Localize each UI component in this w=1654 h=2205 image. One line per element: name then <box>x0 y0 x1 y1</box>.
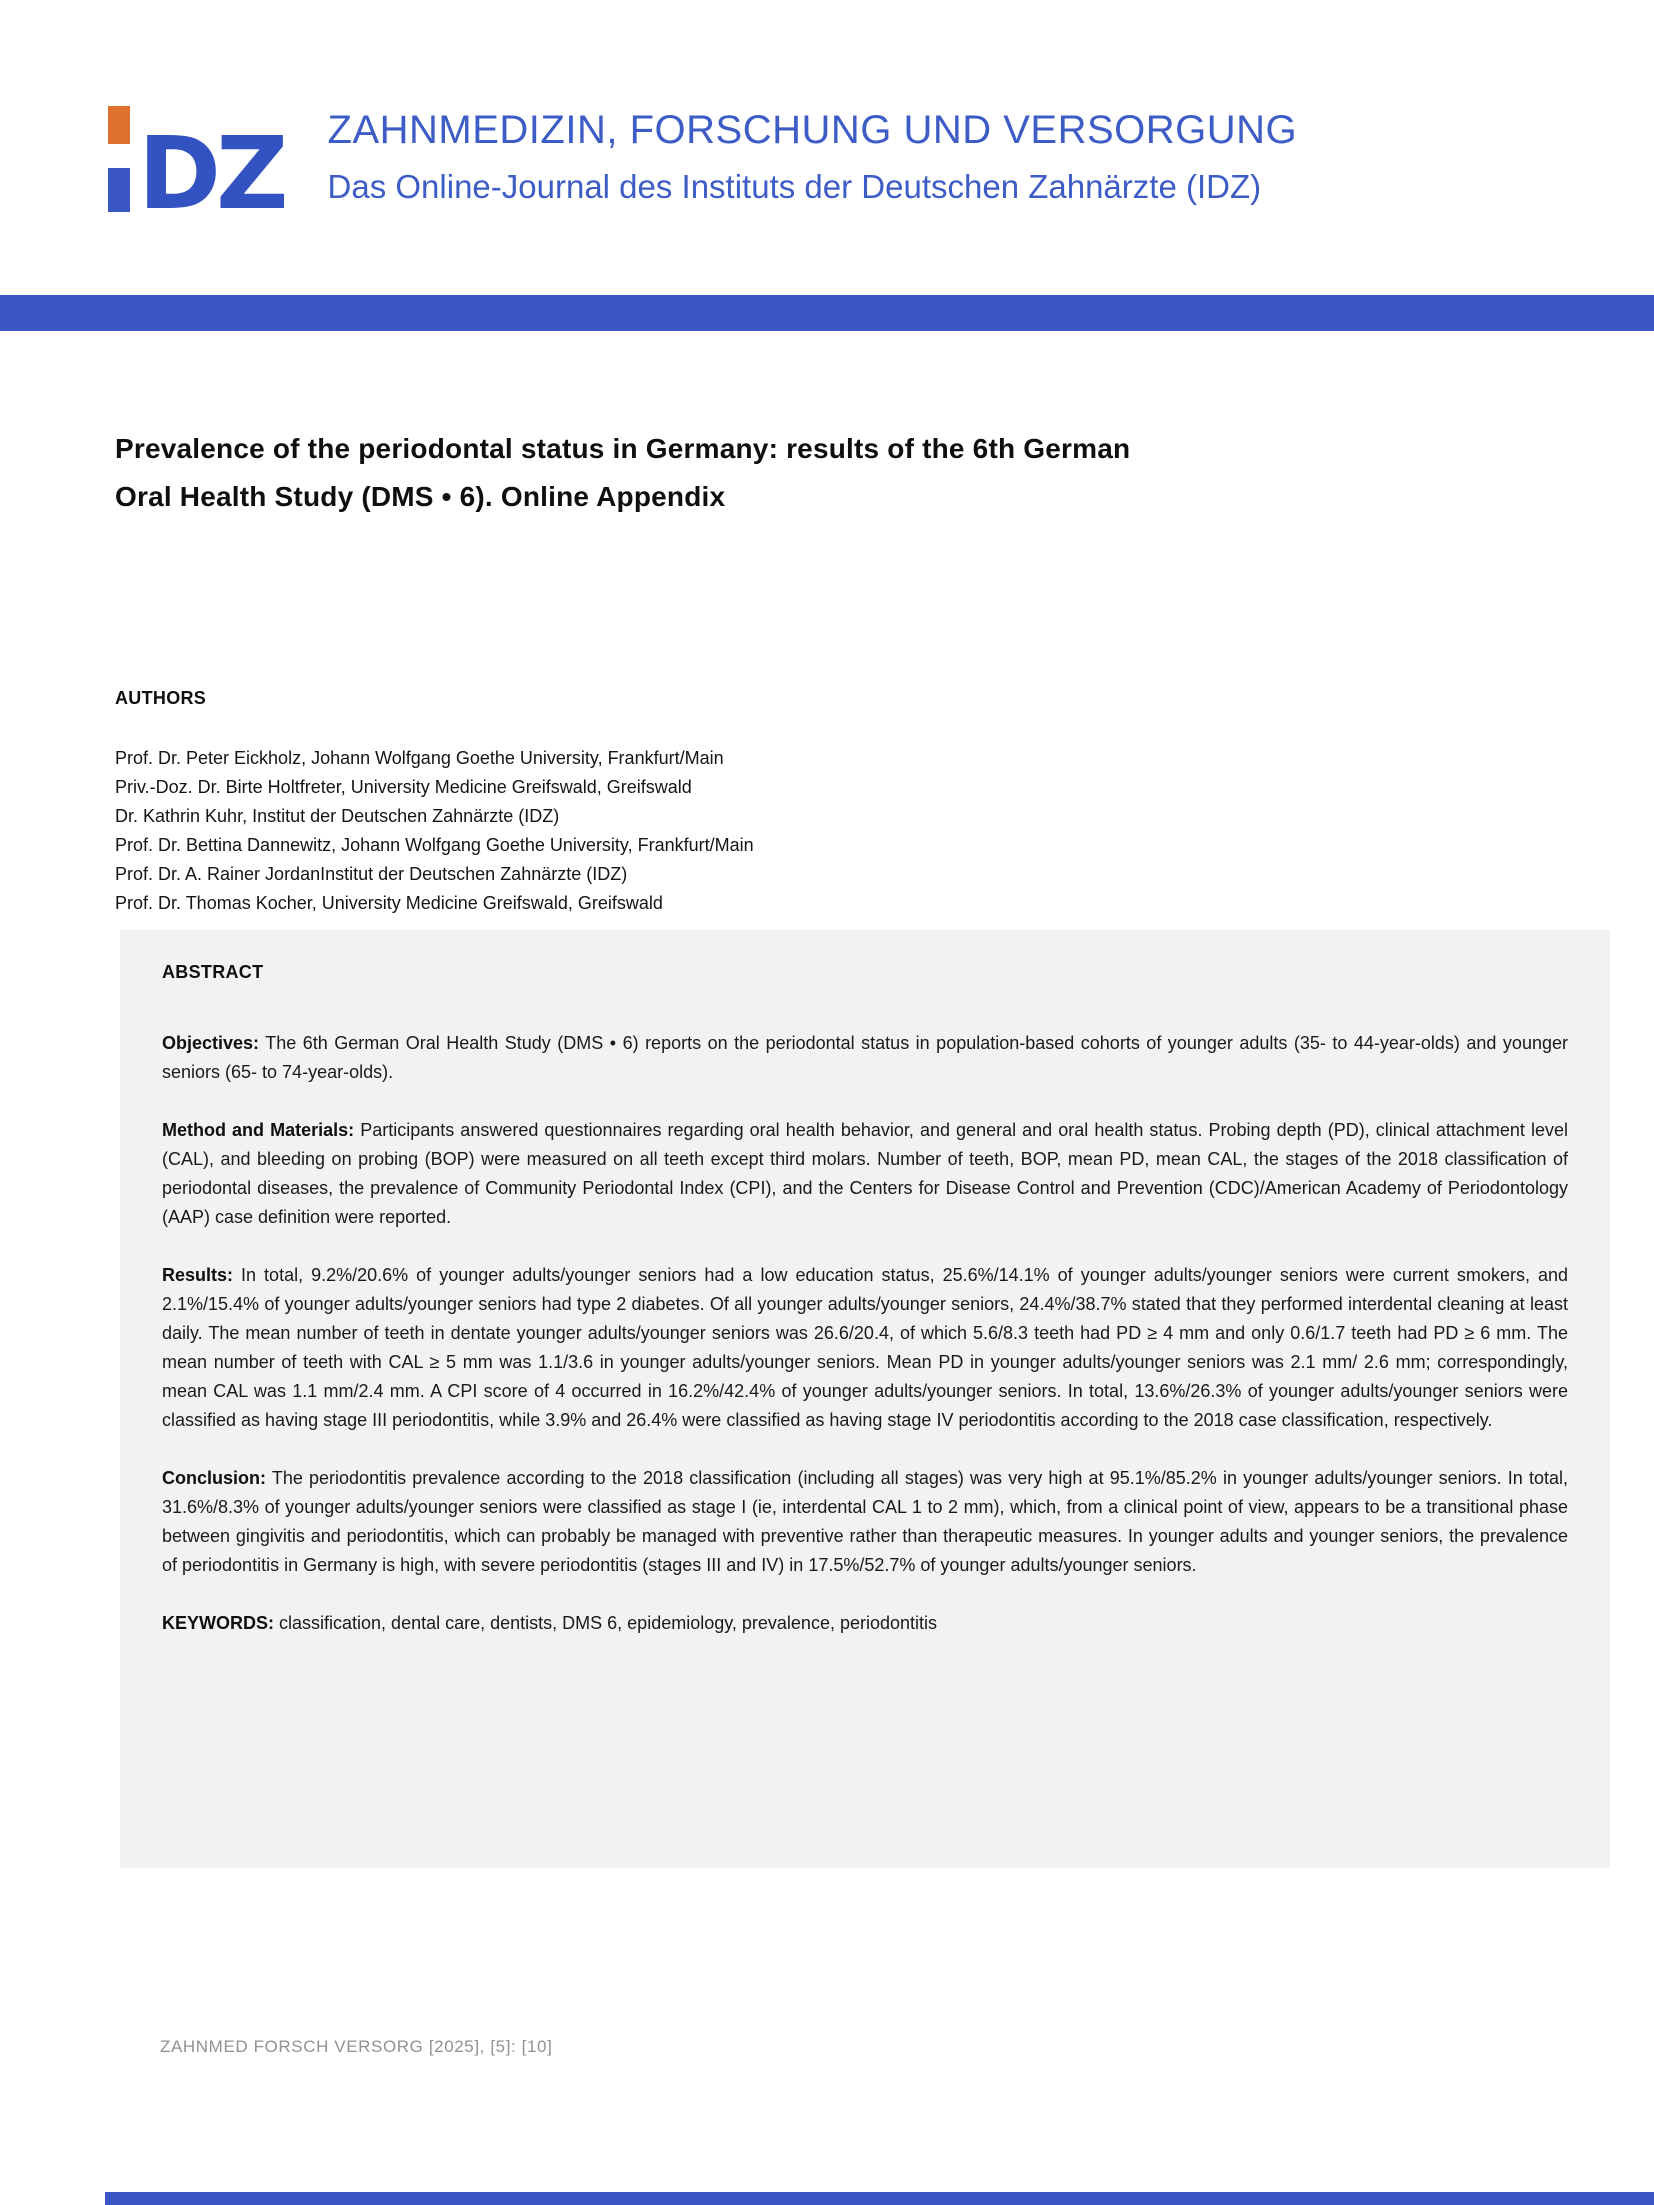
author-line: Prof. Dr. Bettina Dannewitz, Johann Wolfgang Goethe University, Frankfurt/Main <box>115 835 754 855</box>
abstract-keywords <box>162 1609 1568 1638</box>
author-line: Dr. Kathrin Kuhr, Institut der Deutschen Zahnärzte (IDZ) <box>115 806 560 826</box>
abstract-results-label: Results: <box>162 1265 234 1285</box>
journal-name-block <box>328 106 1298 205</box>
footer-citation: ZAHNMED FORSCH VERSORG [2025], [5]: [10] <box>160 2037 553 2056</box>
idz-logo-i-mark <box>108 106 130 212</box>
abstract-objectives <box>162 1029 1568 1087</box>
author-line: Prof. Dr. Thomas Kocher, University Medicine Greifswald, Greifswald <box>115 893 663 913</box>
abstract-keywords-label: KEYWORDS: <box>162 1613 274 1633</box>
abstract-methods-label: Method and Materials: <box>162 1120 355 1140</box>
article-title <box>115 425 1130 521</box>
article-title-line1: Prevalence of the periodontal status in Germany: results of the 6th German <box>115 433 1131 464</box>
idz-logo <box>108 106 284 232</box>
idz-logo-i-bottom-block <box>108 168 130 212</box>
author-line: Priv.-Doz. Dr. Birte Holtfreter, University Medicine Greifswald, Greifswald <box>115 777 692 797</box>
abstract-conclusion-text: The periodontitis prevalence according to the 2018 classification (including all stages) was very high at 95.1%/85.2% in younger adults/younger seniors. In total, 31.6%/8.3% of younger adults/younger seniors were classified as stage I (ie, interdental CAL 1 to 2 mm), which, from a clinical point of view, appears to be a transitional phase between gingivitis and periodontitis, which can probably be managed with preventive rather than therapeutic measures. In younger adults and younger seniors, the prevalence of periodontitis in Germany is high, with severe periodontitis (stages III and IV) in 17.5%/52.7% of younger adults/younger seniors. <box>162 1468 1568 1575</box>
article-title-line2: Oral Health Study (DMS • 6). Online Appendix <box>115 481 726 512</box>
journal-name: ZAHNMEDIZIN, FORSCHUNG UND VERSORGUNG <box>327 108 1298 152</box>
abstract-box <box>120 930 1610 1868</box>
abstract-methods <box>162 1116 1568 1232</box>
abstract-results-text: In total, 9.2%/20.6% of younger adults/younger seniors had a low education status, 25.6%/14.1% of younger adults/younger seniors were current smokers, and 2.1%/15.4% of younger adults/younger seniors had type 2 diabetes. Of all younger adults/younger seniors, 24.4%/38.7% stated that they performed interdental cleaning at least daily. The mean number of teeth in dentate younger adults/younger seniors was 26.6/20.4, of which 5.6/8.3 teeth had PD ≥ 4 mm and only 0.6/1.7 teeth had PD ≥ 6 mm. The mean number of teeth with CAL ≥ 5 mm was 1.1/3.6 in younger adults/younger seniors. Mean PD in younger adults/younger seniors was 2.1 mm/ 2.6 mm; correspondingly, mean CAL was 1.1 mm/2.4 mm. A CPI score of 4 occurred in 16.2%/42.4% of younger adults/younger seniors. In total, 13.6%/26.3% of younger adults/younger seniors were classified as having stage III periodontitis, while 3.9% and 26.4% were classified as having stage IV periodontitis according to the 2018 case classification, respectively. <box>162 1265 1568 1430</box>
authors-heading: AUTHORS <box>115 688 207 708</box>
abstract-objectives-text: The 6th German Oral Health Study (DMS • 6) reports on the periodontal status in population-based cohorts of younger adults (35- to 44-year-olds) and younger seniors (65- to 74-year-olds). <box>162 1033 1568 1082</box>
journal-masthead <box>108 106 1298 232</box>
idz-logo-letters: DZ <box>138 115 284 232</box>
abstract-methods-text: Participants answered questionnaires regarding oral health behavior, and general and oral health status. Probing depth (PD), clinical attachment level (CAL), and bleeding on probing (BOP) were measured on all teeth except third molars. Number of teeth, BOP, mean PD, mean CAL, the stages of the 2018 classification of periodontal diseases, the prevalence of Community Periodontal Index (CPI), and the Centers for Disease Control and Prevention (CDC)/American Academy of Periodontology (AAP) case definition were reported. <box>162 1120 1568 1227</box>
author-line: Prof. Dr. A. Rainer JordanInstitut der Deutschen Zahnärzte (IDZ) <box>115 864 628 884</box>
footer-divider-bar <box>105 2192 1654 2205</box>
idz-logo-i-top-block <box>108 106 130 144</box>
abstract-objectives-label: Objectives: <box>162 1033 260 1053</box>
abstract-results <box>162 1261 1568 1435</box>
header-divider-bar <box>0 295 1654 331</box>
authors-section <box>115 688 754 918</box>
abstract-conclusion <box>162 1464 1568 1580</box>
journal-subtitle: Das Online-Journal des Instituts der Deutschen Zahnärzte (IDZ) <box>327 168 1262 205</box>
abstract-conclusion-label: Conclusion: <box>162 1468 266 1488</box>
abstract-heading: ABSTRACT <box>162 962 264 982</box>
abstract-keywords-text: classification, dental care, dentists, DMS 6, epidemiology, prevalence, periodontitis <box>279 1613 938 1633</box>
author-line: Prof. Dr. Peter Eickholz, Johann Wolfgang Goethe University, Frankfurt/Main <box>115 748 724 768</box>
